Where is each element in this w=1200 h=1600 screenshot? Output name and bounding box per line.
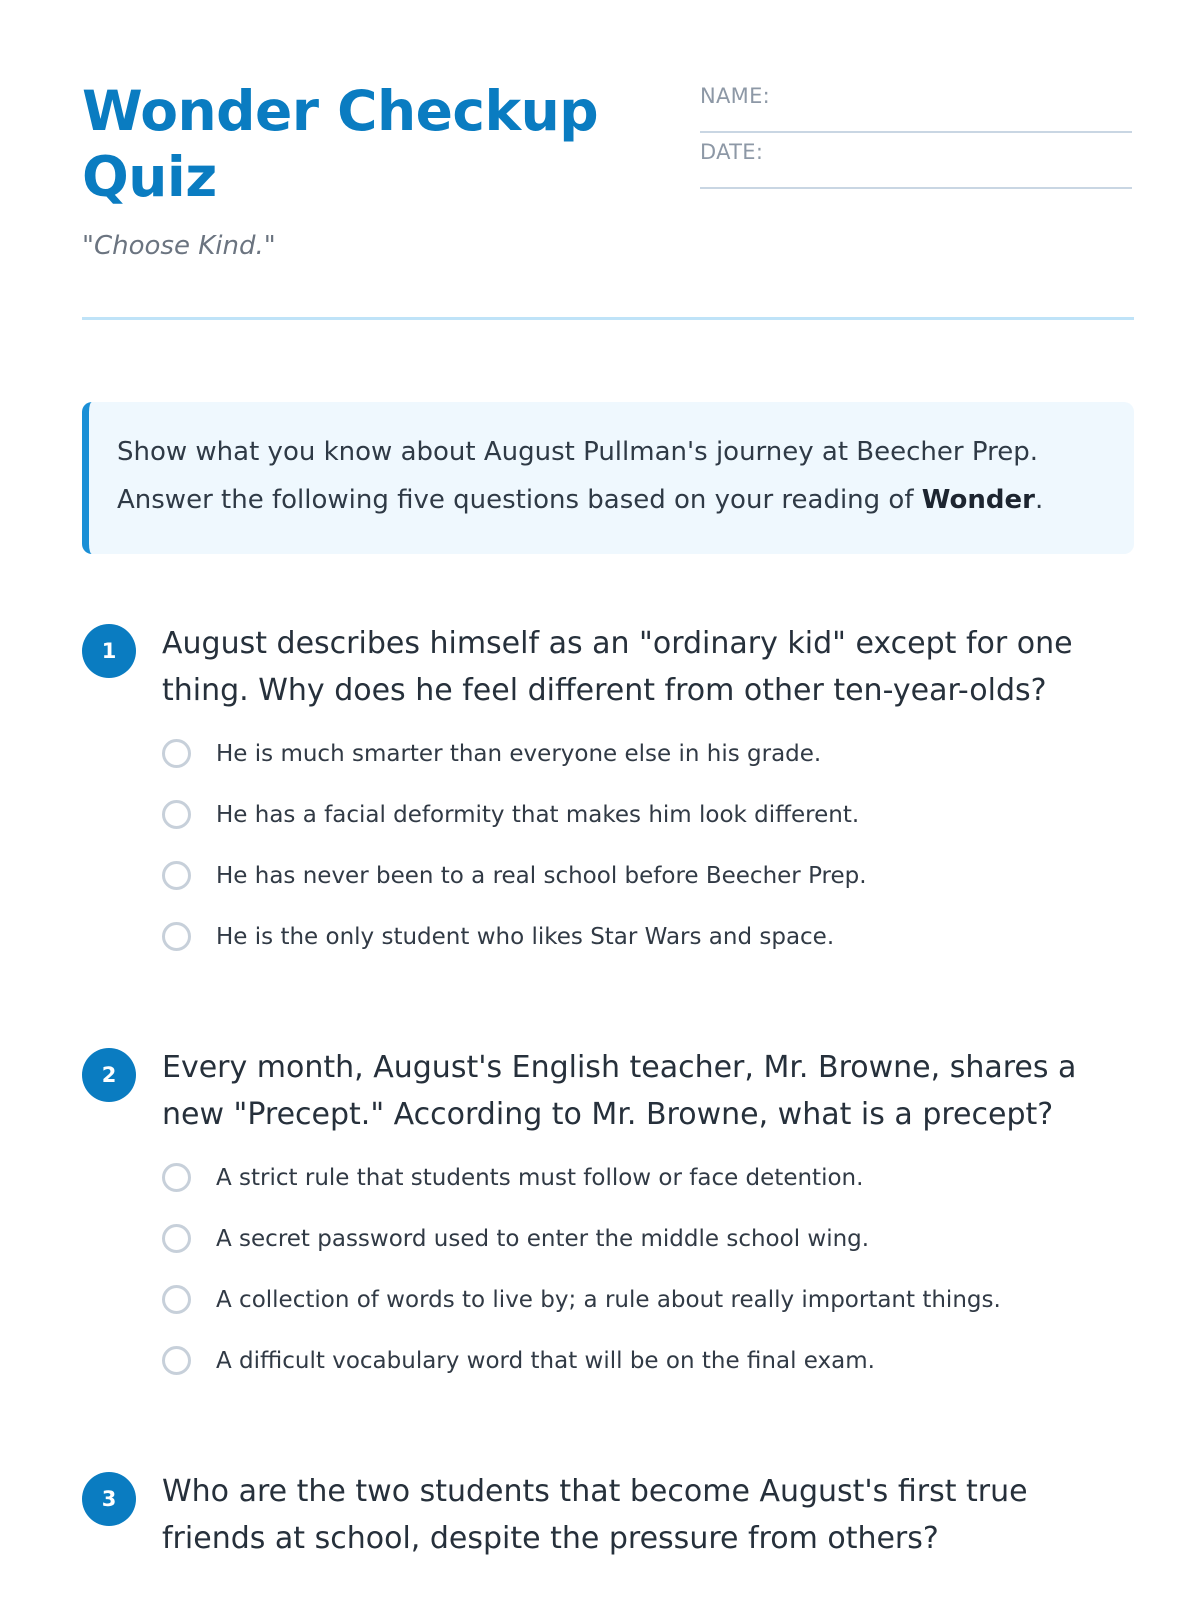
intro-line-2-suffix: . xyxy=(1034,485,1044,515)
option-label: A secret password used to enter the middle school wing. xyxy=(216,1226,870,1252)
student-fields xyxy=(700,80,1132,192)
question-text: Every month, August's English teacher, Mr. Browne, shares a new "Precept." According to Mr. Browne, what is a precept? xyxy=(162,1050,1077,1132)
radio-button[interactable] xyxy=(162,800,191,829)
intro-line-2 xyxy=(117,476,1106,524)
answer-option[interactable] xyxy=(162,860,1122,921)
name-label: NAME: xyxy=(700,84,771,108)
answer-option[interactable] xyxy=(162,1223,1122,1284)
answer-options xyxy=(162,738,1122,982)
quiz-header xyxy=(82,78,1132,318)
option-label: He has never been to a real school before Beecher Prep. xyxy=(216,863,867,889)
intro-box xyxy=(82,402,1134,554)
quiz-title: Wonder Checkup Quiz xyxy=(82,79,599,209)
radio-button[interactable] xyxy=(162,922,191,951)
option-label: He is the only student who likes Star Wars and space. xyxy=(216,924,835,950)
answer-option[interactable] xyxy=(162,799,1122,860)
header-divider xyxy=(82,317,1134,320)
date-label: DATE: xyxy=(700,140,764,164)
radio-button[interactable] xyxy=(162,1285,191,1314)
answer-option[interactable] xyxy=(162,738,1122,799)
option-label: He has a facial deformity that makes him look different. xyxy=(216,802,860,828)
date-field[interactable] xyxy=(700,136,1132,189)
answer-option[interactable] xyxy=(162,1345,1122,1406)
quiz-subtitle: "Choose Kind." xyxy=(82,231,276,261)
option-label: He is much smarter than everyone else in his grade. xyxy=(216,741,822,767)
intro-line-2-prefix: Answer the following five questions based on your reading of xyxy=(117,485,922,515)
name-field[interactable] xyxy=(700,80,1132,133)
option-label: A difficult vocabulary word that will be on the final exam. xyxy=(216,1348,875,1374)
question-text: August describes himself as an "ordinary kid" except for one thing. Why does he feel different from other ten-year-olds? xyxy=(162,626,1073,708)
option-label: A collection of words to live by; a rule about really important things. xyxy=(216,1287,1001,1313)
book-title: Wonder xyxy=(921,485,1035,515)
option-label: A strict rule that students must follow or face detention. xyxy=(216,1165,864,1191)
question-text: Who are the two students that become August's first true friends at school, despite the pressure from others? xyxy=(162,1474,1028,1556)
radio-button[interactable] xyxy=(162,1346,191,1375)
radio-button[interactable] xyxy=(162,861,191,890)
answer-options xyxy=(162,1162,1122,1406)
question-number-badge: 2 xyxy=(82,1048,136,1102)
radio-button[interactable] xyxy=(162,739,191,768)
answer-option[interactable] xyxy=(162,1284,1122,1345)
answer-option[interactable] xyxy=(162,921,1122,982)
radio-button[interactable] xyxy=(162,1224,191,1253)
radio-button[interactable] xyxy=(162,1163,191,1192)
question-number-badge: 1 xyxy=(82,624,136,678)
question-number-badge: 3 xyxy=(82,1472,136,1526)
answer-option[interactable] xyxy=(162,1162,1122,1223)
intro-line-1: Show what you know about August Pullman's journey at Beecher Prep. xyxy=(117,437,1038,467)
